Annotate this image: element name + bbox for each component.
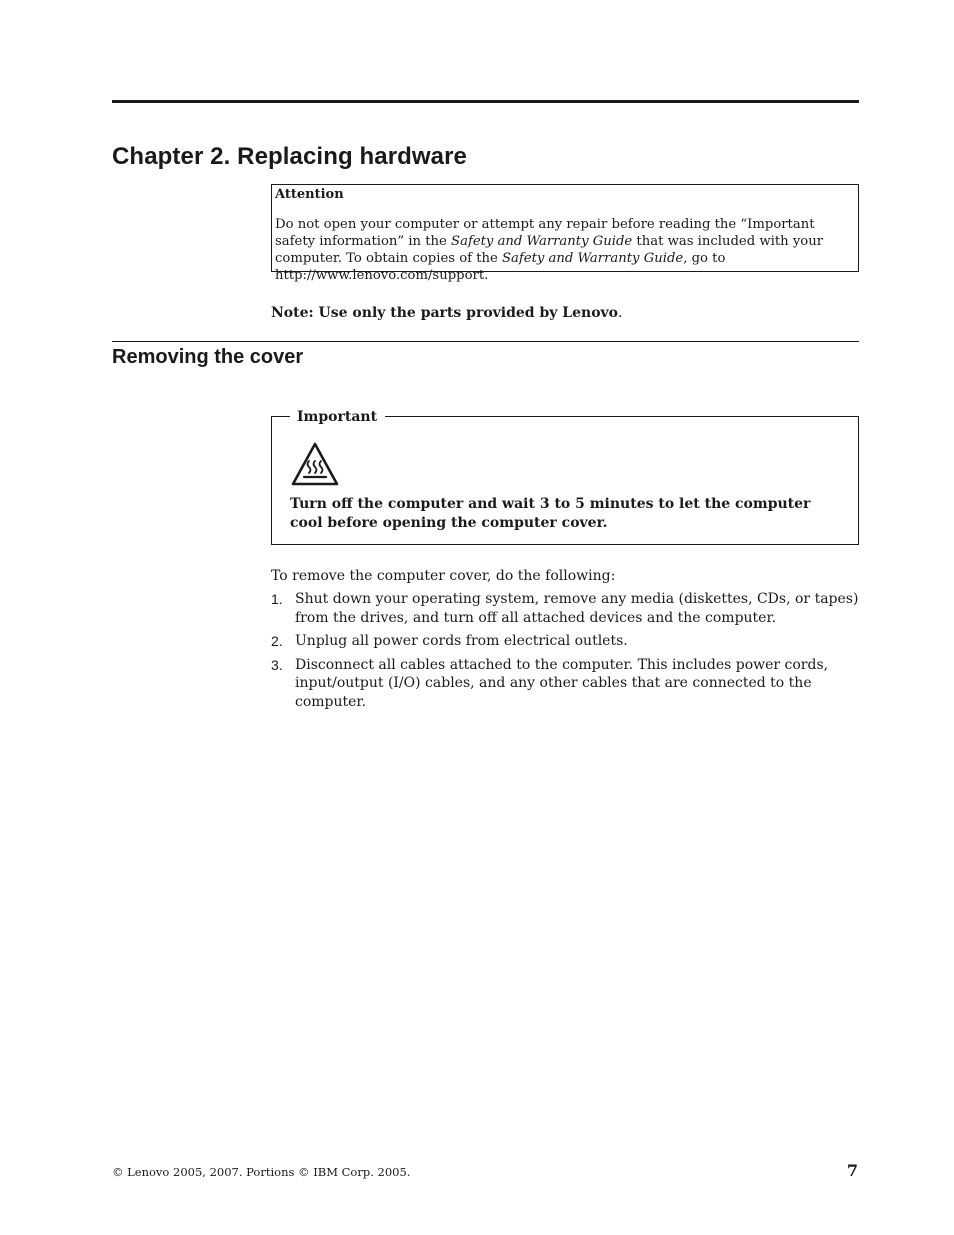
parts-note bbox=[271, 304, 622, 322]
section-title: Removing the cover bbox=[112, 346, 304, 368]
step-number: 2. bbox=[271, 633, 283, 649]
note-text: Note: Use only the parts provided by Lenovo bbox=[271, 305, 619, 321]
guide-name: Safety and Warranty Guide bbox=[451, 234, 633, 249]
step-number: 1. bbox=[271, 591, 283, 607]
page-number: 7 bbox=[846, 1161, 858, 1180]
attention-label: Attention bbox=[275, 187, 344, 202]
procedure-intro: To remove the computer cover, do the following: bbox=[271, 568, 616, 584]
note-suffix: . bbox=[618, 305, 623, 321]
attention-text bbox=[275, 216, 853, 284]
list-item bbox=[271, 632, 861, 651]
step-text: Disconnect all cables attached to the computer. This includes power cords, input/output (I/O) cables, and any other cables that are connected to the computer. bbox=[295, 656, 829, 710]
important-text: Turn off the computer and wait 3 to 5 minutes to let the computer cool before opening the computer cover. bbox=[290, 496, 811, 531]
step-text: Unplug all power cords from electrical outlets. bbox=[295, 633, 628, 649]
chapter-title: Chapter 2. Replacing hardware bbox=[112, 143, 468, 170]
procedure-steps bbox=[271, 590, 861, 716]
guide-name: Safety and Warranty Guide bbox=[502, 251, 684, 266]
section-rule bbox=[112, 341, 859, 342]
list-item bbox=[271, 656, 861, 712]
important-label: Important bbox=[290, 409, 385, 426]
attention-notice-box bbox=[271, 184, 859, 283]
attention-text-part1: Do not open your computer or attempt any repair before reading the “Important safety information” in the bbox=[275, 217, 815, 249]
step-text: Shut down your operating system, remove any media (diskettes, CDs, or tapes) from the drives, and turn off all attached devices and the computer. bbox=[295, 591, 859, 626]
step-number: 3. bbox=[271, 656, 283, 673]
important-notice-box bbox=[271, 409, 859, 545]
footer-copyright: © Lenovo 2005, 2007. Portions © IBM Corp. 2005. bbox=[112, 1165, 411, 1179]
hot-surface-warning-icon bbox=[290, 441, 340, 487]
attention-text-part3: , go to http://www.lenovo.com/support. bbox=[275, 251, 726, 283]
chapter-top-rule bbox=[112, 100, 859, 103]
list-item bbox=[271, 590, 861, 627]
attention-text-part2: that was included with your computer. To obtain copies of the bbox=[275, 234, 824, 266]
